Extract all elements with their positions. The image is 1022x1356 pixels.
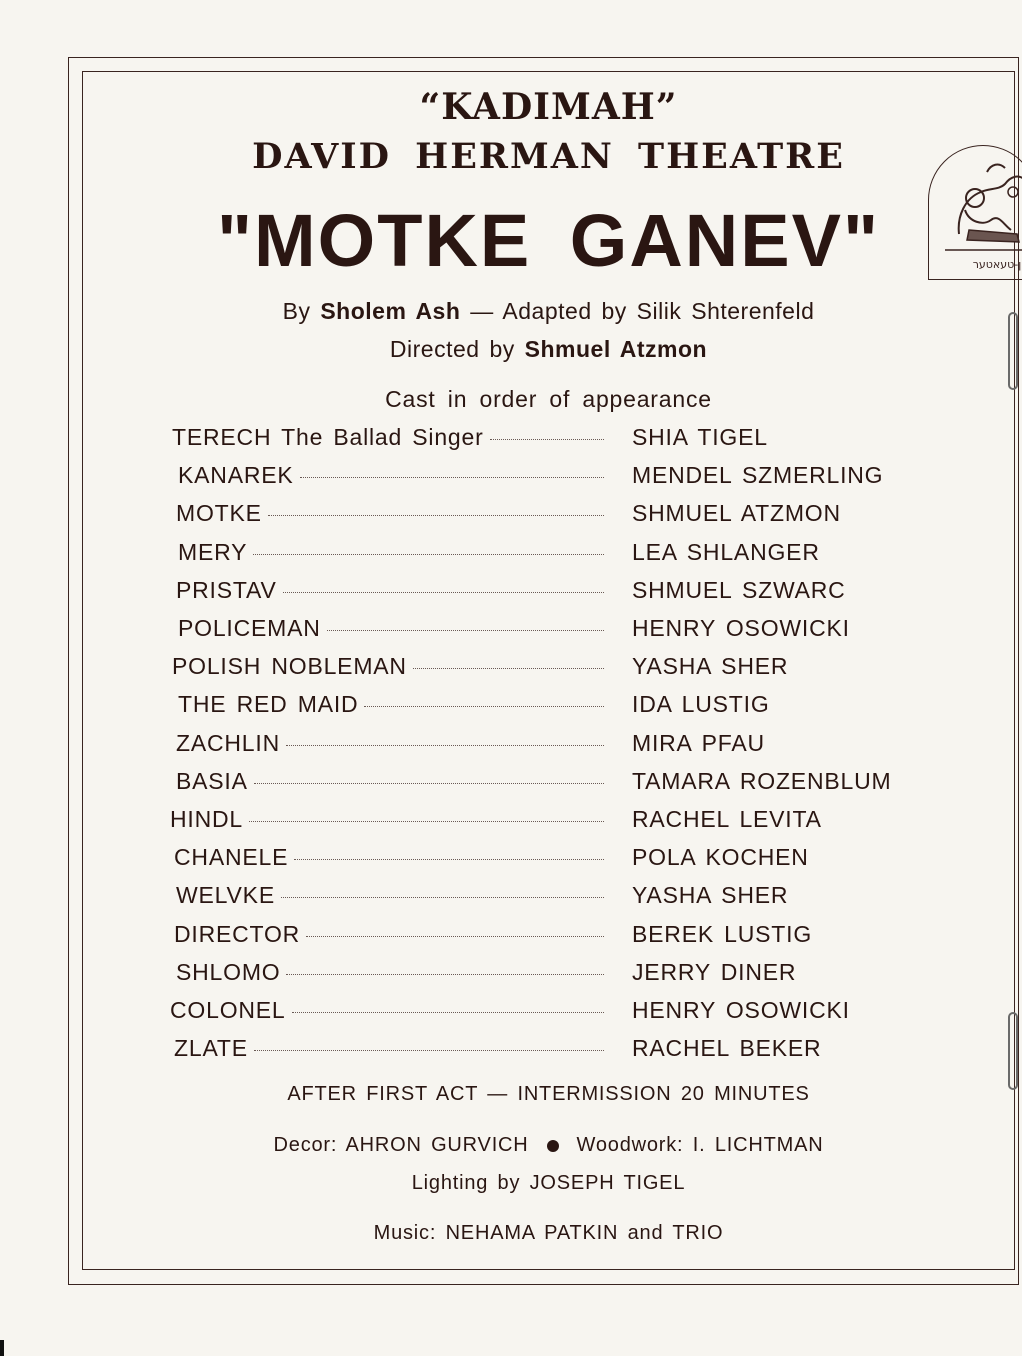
dot-leader — [294, 859, 604, 860]
cast-role-line — [176, 730, 610, 757]
cast-role-line — [176, 577, 610, 604]
cast-row — [176, 730, 956, 762]
cast-role-line — [174, 844, 610, 871]
dot-leader — [249, 821, 604, 822]
cast-role-line — [174, 921, 610, 948]
bullet-icon — [547, 1140, 559, 1152]
cast-row — [178, 615, 958, 647]
cast-role: MOTKE — [176, 500, 262, 527]
by-label: By — [282, 298, 311, 324]
dot-leader — [286, 745, 604, 746]
cast-role: PRISTAV — [176, 576, 277, 603]
cast-row — [176, 500, 956, 532]
cast-row — [174, 921, 954, 953]
cast-actor: BEREK LUSTIG — [632, 920, 813, 947]
cast-row — [178, 462, 958, 494]
cast-row — [172, 653, 952, 685]
cast-role: KANAREK — [178, 462, 294, 489]
cast-role-line — [176, 768, 610, 795]
author-name: Sholem Ash — [320, 298, 461, 324]
dot-leader — [283, 592, 604, 593]
cast-role-line — [178, 691, 610, 718]
cast-row — [174, 844, 954, 876]
staple-bottom — [1008, 1012, 1018, 1090]
cast-role-line — [172, 653, 610, 680]
dot-leader — [286, 974, 604, 975]
cast-role: MERY — [178, 538, 248, 565]
dot-leader — [281, 897, 604, 898]
lighting-credit: Lighting by JOSEPH TIGEL — [411, 1172, 686, 1194]
cast-role-line — [170, 997, 610, 1024]
decor-credit-line — [82, 1134, 1015, 1157]
cast-row — [170, 806, 950, 838]
company-name: “KADIMAH” — [419, 86, 678, 128]
cast-actor: HENRY OSOWICKI — [632, 615, 850, 641]
play-title: "MOTKE GANEV" — [216, 199, 881, 282]
cast-role-line — [176, 959, 610, 986]
dot-leader — [292, 1012, 604, 1013]
cast-role: WELVKE — [176, 882, 275, 909]
cast-role: SHLOMO — [176, 958, 281, 985]
cast-role: POLICEMAN — [178, 615, 321, 641]
cast-actor: RACHEL BEKER — [632, 1035, 822, 1062]
cast-role-line — [178, 615, 610, 642]
dot-leader — [254, 1050, 604, 1051]
cast-role: ZACHLIN — [176, 729, 281, 756]
dot-leader — [300, 477, 604, 478]
cast-heading: Cast in order of appearance — [385, 386, 712, 412]
dot-leader — [306, 936, 604, 937]
dot-leader — [327, 630, 604, 631]
cast-actor: HENRY OSOWICKI — [632, 997, 850, 1023]
cast-actor: SHMUEL ATZMON — [632, 500, 841, 527]
director-credit — [82, 336, 1015, 363]
cast-role: THE RED MAID — [178, 691, 359, 718]
cast-row — [176, 882, 956, 914]
music-credit: Music: NEHAMA PATKIN and TRIO — [373, 1222, 724, 1244]
cast-actor: TAMARA ROZENBLUM — [632, 767, 892, 794]
theatre-emblem-icon — [928, 145, 1022, 280]
cast-actor: MIRA PFAU — [632, 729, 765, 756]
dot-leader — [490, 439, 604, 440]
cast-actor: JERRY DINER — [632, 958, 797, 985]
dot-leader — [413, 668, 604, 669]
theatre-name: DAVID HERMAN THEATRE — [252, 136, 845, 177]
cast-actor: LEA SHLANGER — [632, 538, 820, 565]
cast-role: DIRECTOR — [174, 920, 301, 947]
cast-actor: SHMUEL SZWARC — [632, 576, 846, 603]
cast-row — [170, 997, 950, 1029]
cast-role-line — [172, 424, 610, 451]
emblem-caption: ן-טעאטער — [972, 258, 1022, 271]
intermission-note: AFTER FIRST ACT — INTERMISSION 20 MINUTES — [287, 1083, 810, 1105]
author-credit — [82, 298, 1015, 325]
cast-row — [178, 691, 958, 723]
woodwork-credit: Woodwork: I. LICHTMAN — [576, 1134, 824, 1156]
cast-role-line — [176, 882, 610, 909]
dot-leader — [254, 783, 604, 784]
cast-row — [172, 424, 952, 456]
staple-top — [1008, 312, 1018, 390]
cast-actor: YASHA SHER — [632, 653, 789, 680]
cast-role-line — [170, 806, 610, 833]
cast-actor: IDA LUSTIG — [632, 691, 770, 718]
cast-role-line — [176, 500, 610, 527]
decor-credit: Decor: AHRON GURVICH — [273, 1134, 529, 1156]
cast-role-line — [174, 1035, 610, 1062]
cast-actor: POLA KOCHEN — [632, 844, 809, 871]
cast-role: CHANELE — [174, 844, 289, 871]
cast-role: COLONEL — [170, 997, 286, 1023]
cast-row — [176, 577, 956, 609]
cast-row — [178, 539, 958, 571]
cast-row — [176, 768, 956, 800]
cast-row — [176, 959, 956, 991]
cast-actor: SHIA TIGEL — [632, 424, 768, 450]
dot-leader — [364, 706, 604, 707]
cast-role: POLISH NOBLEMAN — [172, 653, 407, 680]
emblem-drawing — [929, 146, 1022, 280]
dot-leader — [268, 515, 604, 516]
cast-row — [174, 1035, 954, 1067]
cast-actor: RACHEL LEVITA — [632, 806, 822, 832]
cast-role: ZLATE — [174, 1035, 248, 1062]
cast-role: HINDL — [170, 806, 244, 832]
cast-role: BASIA — [176, 767, 248, 794]
cast-actor: YASHA SHER — [632, 882, 789, 909]
cast-role-line — [178, 539, 610, 566]
cast-role: TERECH The Ballad Singer — [172, 424, 484, 450]
dot-leader — [253, 554, 604, 555]
cast-role-line — [178, 462, 610, 489]
cast-actor: MENDEL SZMERLING — [632, 462, 884, 489]
edge-mark — [0, 1340, 4, 1356]
director-name: Shmuel Atzmon — [524, 336, 708, 362]
directed-label: Directed by — [389, 336, 515, 362]
adapted-by: — Adapted by Silik Shterenfeld — [470, 298, 815, 324]
